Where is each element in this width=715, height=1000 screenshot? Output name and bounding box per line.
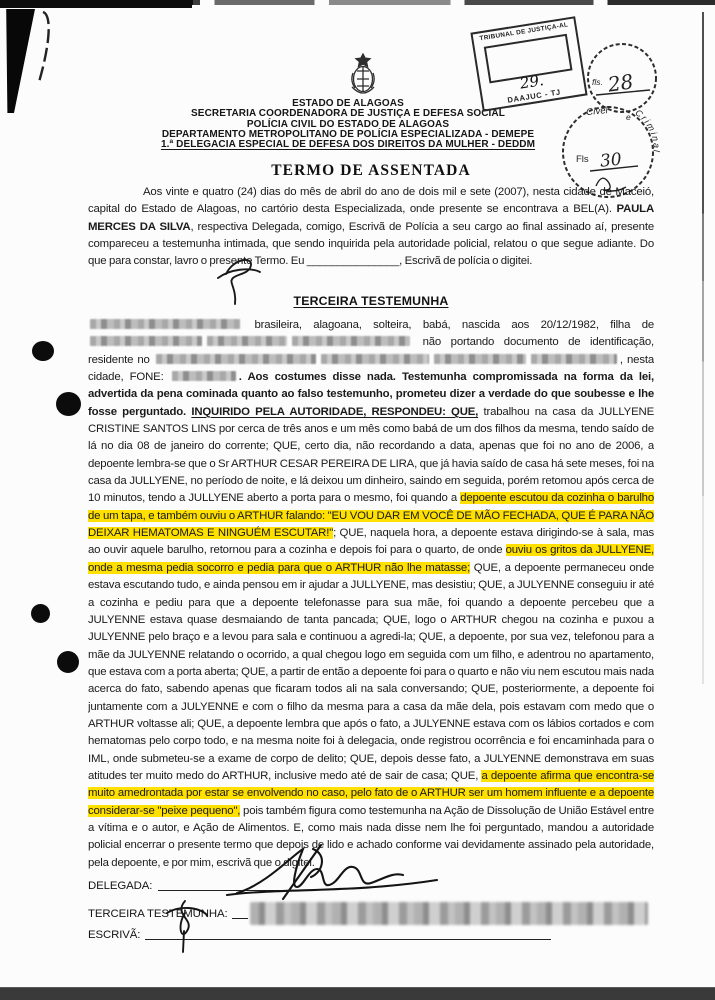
svg-text:28: 28 [606,69,635,97]
text-segment: não portando documento de identificação, residente no [88,336,654,366]
delegada-signature [225,843,440,901]
hole-punch-dot [31,604,50,623]
text-segment: . Aos costumes disse nada. Testemunha compromissada na forma da lei, advertida da pena cominada quanto ao falso testemunho, prometeu dizer a verdade do que soubesse e lhe fosse perguntado. [88,371,654,418]
testimony-paragraph [88,317,654,872]
letterhead-line: POLÍCIA CIVIL DO ESTADO DE ALAGOAS [246,118,450,130]
tribunal-stamp-number: 29. [518,71,545,93]
tribunal-stamp-title: TRIBUNAL DE JUSTIÇA-AL [479,21,569,43]
text-segment: depoente escutou da cozinha o barulho de um tapa, e também ouviu o ARTHUR falando: "EU VOU DAR EM VOCÊ DE MÃO FECHADA, QUE É PARA NÃO DEIXAR HEMATOMAS E NINGUÉM ESCUTAR!" [88,492,654,540]
tribunal-stamp-footer: DAAJUC - TJ [506,87,562,105]
escriva-signature-row [88,928,551,941]
scan-edge-bottom [0,987,715,1000]
svg-text:e: e [626,112,631,122]
text-segment: trabalhou na casa da JULLYENE CRISTINE SANTOS LINS por cerca de três anos e um mês como babá de um dos filhos da mesma, tendo saído de lá no dia 08 de janeiro do corrente; QUE, certo dia, não recordando a data, apenas que foi no ano de 2006, a depoente lembra-se que o Sr ARTHUR CESAR PEREIRA DE LIRA, que já havia saído de casa há sete meses, foi na casa da JULLYENE, no período de noite, e lá deixou um dinheiro, saindo em seguida, porém retomou após cerca de 10 minutos, tendo a JULLYENE aberto a porta para o mesmo, foi quando a [88,405,654,505]
coat-of-arms-icon [349,53,377,99]
redacted-text [321,354,429,364]
text-segment: ; QUE, naquela hora, a depoente estava dirigindo-se à sala, mas ao ouvir aquele barulho, retornou para a cozinha e depois foi para o quarto, de onde [88,527,654,557]
text-segment: , nesta cidade, FONE: [88,353,654,384]
delegada-label: DELEGADA: [88,880,153,892]
svg-text:Fls: Fls [576,154,589,165]
svg-text:fls.: fls. [592,77,603,87]
signature-line [232,907,248,919]
svg-text:30: 30 [599,149,623,172]
letterhead-line: 1.ª DELEGACIA ESPECIAL DE DEFESA DOS DIREITOS DA MULHER - DEDDM [160,139,536,151]
redacted-text [90,336,202,346]
svg-text:Cível: Cível [585,105,609,119]
escriva-label: ESCRIVÃ: [88,929,141,941]
witness-label: TERCEIRA TESTEMUNHA: [88,908,228,920]
redacted-text [434,354,526,364]
witness-name-redacted [250,902,648,925]
svg-text:Criminal: Criminal [633,107,662,154]
text-segment: ouviu os gritos da JULLYENE, onde a mesma pedia socorro e pedia para que o ARTHUR não lhe matasse; [88,544,654,574]
redacted-text [531,354,617,364]
text-segment: a depoente afirma que encontra-se muito amedrontada por estar se envolvendo no caso, pelo fato de o ARTHUR ser um homem influente e a depoente considerar-se "peixe pequeno", [88,769,654,817]
redacted-text [156,354,316,364]
redacted-text [90,319,240,329]
scan-edge-top-solid [0,0,192,8]
corner-fold-line [33,10,53,86]
text-segment: INQUIRIDO PELA AUTORIDADE, RESPONDEU: QUE, [191,405,479,418]
text-segment: brasileira, alagoana, solteira, babá, nascida aos 20/12/1982, filha de [243,319,654,331]
corner-fold-artifact [5,9,35,113]
page-edge-line [702,12,704,684]
text-segment: , respectiva Delegada, comigo, Escrivã de Polícia a seu cargo ao final assinado aí, presente compareceu a testemunha intimada, que sendo inquirida pela autoridade policial, relatou o que segue adiante. Do que para constar, lavro o presente Termo. Eu _______________, Escrivã de polícia o digitei. [88,220,654,268]
redacted-text [207,336,287,346]
hole-punch-dot [56,392,81,416]
witness-section-heading: TERCEIRA TESTEMUNHA [293,294,449,308]
letterhead-line: SECRETARIA COORDENADORA DE JUSTIÇA E DEFESA SOCIAL [191,108,505,120]
opening-paragraph [88,184,654,271]
hole-punch-dot [32,341,54,361]
letterhead-line: DEPARTAMENTO METROPOLITANO DE POLÍCIA ESPECIALIZADA - DEMEPE [161,128,535,140]
document-title: TERMO DE ASSENTADA [271,162,471,179]
text-segment: PAULA MERCES DA SILVA [88,203,654,233]
letterhead-line: ESTADO DE ALAGOAS [292,98,404,109]
redacted-text [172,371,236,381]
text-segment: Aos vinte e quatro (24) dias do mês de abril do ano de dois mil e sete (2007), nesta cidade de Maceió, capital do Estado de Alagoas, no cartório desta Especializada, onde presente se encontrava a BEL(A). [88,186,654,216]
hole-punch-dot [57,651,79,673]
redacted-text [292,336,410,346]
escriva-signature [163,897,211,955]
text-segment: QUE, a depoente permaneceu onde estava escutando tudo, e ainda pensou em ir ajudar a JULLYENE, mas desistiu; QUE, a JULYENNE conseguiu ir até a cozinha e pediu para que a depoente telefonasse para sua mãe, foi quando a depoente percebeu que a JULYENNE estava quase desmaiando de tanta pancada; QUE, logo o ARTHUR chegou na cozinha e puxou a JULYENNE pelo braço e a levou para sala e continuou a agredi-la; QUE, a depoente, por sua vez, telefonou para a mãe da JULYENNE relatando o ocorrido, a qual chegou logo em seguida com um filho, e adentrou no apartamento, que estava com a porta aberta; QUE, a partir de então a depoente foi para o quarto e não viu nem escutou mais nada acerca do fato, sabendo apenas que ficaram todos ali na sala conversando; QUE, posteriormente, a depoente foi juntamente com a JULYENNE e com o filho da mesma para a casa da mãe dela, pois estavam com medo que o ARTHUR voltasse ali; QUE, a depoente lembra que após o fato, a JULYENNE estava com os lábios cortados e com hematomas pelo corpo todo, e na mesma noite foi à delegacia, onde registrou ocorrência e foi encaminhada para o IML, onde submeteu-se a exame de corpo de delito; QUE, depois desse fato, a JULYENNE demonstrava em suas atitudes ter muito medo do ARTHUR, inclusive medo até de sair de casa; QUE, [88,561,654,782]
text-segment: pois também figura como testemunha na Ação de Dissolução de União Estável entre a vítima e o autor, e Ação de Alimentos. E, como mais nada disse nem lhe foi perguntado, mandou a autoridade policial encerrar o presente termo que depois de lido e achado conforme vai devidamente assinado pela autoridade, pela depoente, e por mim, escrivã que o digitei. [88,804,654,869]
